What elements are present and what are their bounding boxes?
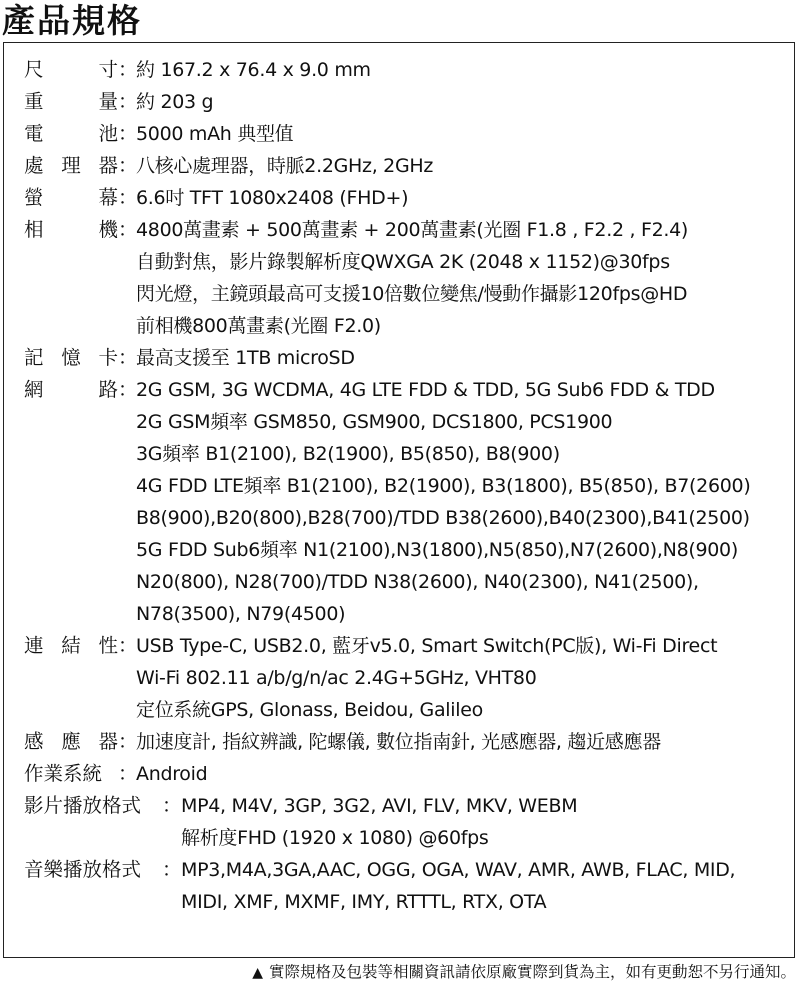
spec-continuation-line	[4, 246, 794, 278]
spec-value: Android	[136, 763, 208, 785]
spec-label-char: 連	[24, 634, 44, 657]
spec-label-char: 路	[98, 378, 118, 401]
spec-row	[4, 54, 794, 86]
spec-colon: ：	[118, 58, 138, 81]
spec-continuation-line	[4, 406, 794, 438]
spec-row	[4, 630, 794, 726]
triangle-icon: ▲	[252, 965, 263, 981]
spec-continuation-line	[4, 822, 794, 854]
disclaimer-note	[252, 960, 796, 984]
spec-line	[4, 630, 794, 662]
spec-label	[24, 630, 118, 662]
spec-label-char: 應	[61, 730, 81, 753]
spec-continuation-line	[4, 662, 794, 694]
spec-value: 解析度FHD (1920 x 1080) @60fps	[181, 827, 489, 849]
spec-line	[4, 726, 794, 758]
spec-line	[4, 182, 794, 214]
spec-value: 八核心處理器，時脈2.2GHz, 2GHz	[136, 155, 434, 177]
spec-label	[24, 790, 164, 822]
spec-value: 自動對焦，影片錄製解析度QWXGA 2K (2048 x 1152)@30fps	[136, 251, 670, 273]
spec-colon: ：	[118, 634, 138, 657]
spec-continuation-line	[4, 534, 794, 566]
spec-value: Wi-Fi 802.11 a/b/g/n/ac 2.4G+5GHz, VHT80	[136, 667, 537, 689]
spec-value: B8(900),B20(800),B28(700)/TDD B38(2600),B40(2300),B41(2500)	[136, 507, 750, 529]
disclaimer-text: 實際規格及包裝等相關資訊請依原廠實際到貨為主，如有更動恕不另行通知。	[268, 963, 796, 981]
spec-row	[4, 790, 794, 854]
spec-label	[24, 118, 118, 150]
spec-value: 6.6吋 TFT 1080x2408 (FHD+)	[136, 187, 409, 209]
spec-value: 加速度計, 指紋辨識, 陀螺儀, 數位指南針, 光感應器, 趨近感應器	[136, 731, 661, 753]
spec-value: 約 167.2 x 76.4 x 9.0 mm	[136, 59, 371, 81]
spec-value: 2G GSM頻率 GSM850, GSM900, DCS1800, PCS1900	[136, 411, 613, 433]
spec-line	[4, 758, 794, 790]
spec-label-char: 機	[98, 218, 118, 241]
spec-row	[4, 374, 794, 630]
spec-value: 閃光燈，主鏡頭最高可支援10倍數位變焦/慢動作攝影120fps@HD	[136, 283, 688, 305]
spec-colon: ：	[118, 346, 138, 369]
spec-value: 4800萬畫素 + 500萬畫素 + 200萬畫素(光圈 F1.8 , F2.2 , F2.4)	[136, 219, 689, 241]
spec-colon: ：	[118, 762, 138, 785]
spec-label-char: 感	[24, 730, 44, 753]
spec-row	[4, 214, 794, 342]
spec-label-char: 器	[98, 154, 118, 177]
spec-colon: ：	[118, 154, 138, 177]
spec-value: MP3,M4A,3GA,AAC, OGG, OGA, WAV, AMR, AWB, FLAC, MID,	[181, 859, 736, 881]
spec-label-char: 螢	[24, 186, 44, 209]
spec-label-text: 音樂播放格式	[24, 858, 142, 881]
spec-colon: ：	[118, 218, 138, 241]
spec-colon: ：	[162, 794, 182, 817]
spec-row	[4, 726, 794, 758]
spec-label	[24, 374, 118, 406]
spec-table	[3, 42, 795, 958]
spec-label-char: 電	[24, 122, 44, 145]
spec-row	[4, 150, 794, 182]
spec-label-text: 作業系統	[24, 762, 103, 785]
spec-label	[24, 726, 118, 758]
spec-label-char: 寸	[98, 58, 118, 81]
spec-label-char: 性	[98, 634, 118, 657]
spec-label-char: 重	[24, 90, 44, 113]
spec-row	[4, 182, 794, 214]
spec-label-char: 記	[24, 346, 44, 369]
spec-label	[24, 86, 118, 118]
spec-label-char: 相	[24, 218, 44, 241]
spec-value: USB Type-C, USB2.0, 藍牙v5.0, Smart Switch(PC版), Wi-Fi Direct	[136, 635, 718, 657]
spec-line	[4, 54, 794, 86]
spec-row	[4, 342, 794, 374]
spec-label-char: 處	[24, 154, 44, 177]
spec-label	[24, 150, 118, 182]
spec-row	[4, 758, 794, 790]
spec-row	[4, 86, 794, 118]
spec-list	[4, 54, 794, 918]
spec-value: 3G頻率 B1(2100), B2(1900), B5(850), B8(900)	[136, 443, 560, 465]
spec-line	[4, 150, 794, 182]
spec-label	[24, 342, 118, 374]
spec-label-char: 幕	[98, 186, 118, 209]
spec-value: MIDI, XMF, MXMF, IMY, RTTTL, RTX, OTA	[181, 891, 547, 913]
spec-line	[4, 790, 794, 822]
page-title: 產品規格	[2, 1, 142, 40]
spec-value: MP4, M4V, 3GP, 3G2, AVI, FLV, MKV, WEBM	[181, 795, 578, 817]
spec-value: 4G FDD LTE頻率 B1(2100), B2(1900), B3(1800), B5(850), B7(2600)	[136, 475, 751, 497]
spec-label	[24, 214, 118, 246]
spec-label-char: 器	[98, 730, 118, 753]
spec-label	[24, 182, 118, 214]
spec-colon: ：	[118, 378, 138, 401]
spec-label-text: 影片播放格式	[24, 794, 142, 817]
spec-label-char: 憶	[61, 346, 81, 369]
spec-label-char: 尺	[24, 58, 44, 81]
spec-continuation-line	[4, 310, 794, 342]
spec-colon: ：	[118, 90, 138, 113]
spec-line	[4, 118, 794, 150]
spec-continuation-line	[4, 470, 794, 502]
spec-row	[4, 118, 794, 150]
spec-continuation-line	[4, 278, 794, 310]
spec-colon: ：	[118, 122, 138, 145]
spec-continuation-line	[4, 566, 794, 598]
spec-label-char: 池	[98, 122, 118, 145]
spec-colon: ：	[118, 730, 138, 753]
spec-colon: ：	[118, 186, 138, 209]
spec-label	[24, 54, 118, 86]
spec-value: 約 203 g	[136, 91, 214, 113]
spec-value: 5G FDD Sub6頻率 N1(2100),N3(1800),N5(850),N7(2600),N8(900)	[136, 539, 738, 561]
spec-continuation-line	[4, 694, 794, 726]
spec-label-char: 理	[61, 154, 81, 177]
spec-value: N78(3500), N79(4500)	[136, 603, 346, 625]
spec-continuation-line	[4, 598, 794, 630]
spec-line	[4, 374, 794, 406]
spec-value: 2G GSM, 3G WCDMA, 4G LTE FDD & TDD, 5G Sub6 FDD & TDD	[136, 379, 715, 401]
spec-colon: ：	[162, 858, 182, 881]
spec-value: 最高支援至 1TB microSD	[136, 347, 355, 369]
spec-value: N20(800), N28(700)/TDD N38(2600), N40(2300), N41(2500),	[136, 571, 699, 593]
spec-value: 定位系統GPS, Glonass, Beidou, Galileo	[136, 699, 483, 721]
spec-label	[24, 758, 118, 790]
spec-continuation-line	[4, 886, 794, 918]
spec-value: 5000 mAh 典型值	[136, 123, 294, 145]
spec-line	[4, 214, 794, 246]
spec-continuation-line	[4, 502, 794, 534]
spec-continuation-line	[4, 438, 794, 470]
spec-value: 前相機800萬畫素(光圈 F2.0)	[136, 315, 381, 337]
spec-label-char: 結	[61, 634, 81, 657]
spec-line	[4, 854, 794, 886]
spec-label-char: 量	[98, 90, 118, 113]
spec-label	[24, 854, 164, 886]
spec-row	[4, 854, 794, 918]
spec-label-char: 網	[24, 378, 44, 401]
spec-line	[4, 342, 794, 374]
spec-line	[4, 86, 794, 118]
spec-label-char: 卡	[98, 346, 118, 369]
